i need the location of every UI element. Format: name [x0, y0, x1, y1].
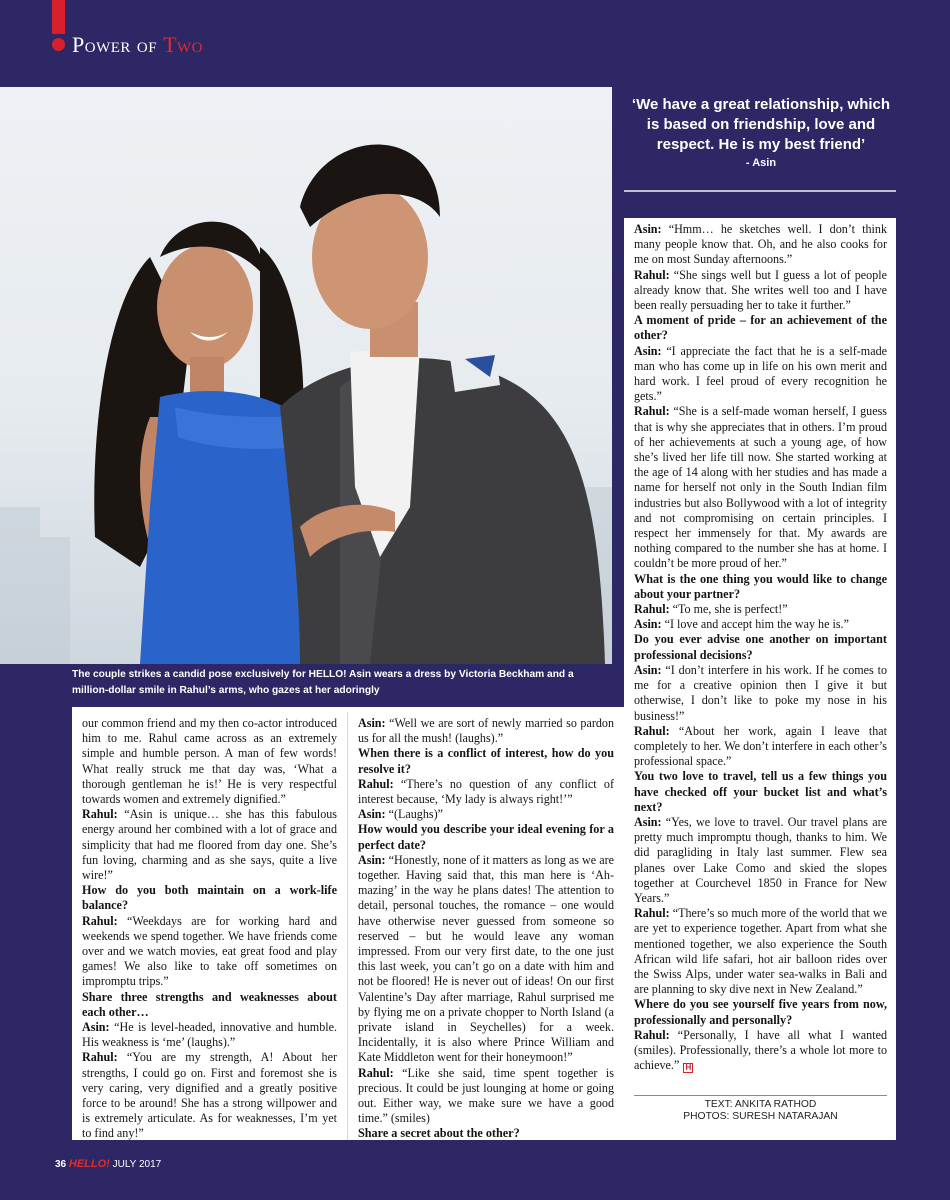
- speaker-name: Rahul:: [634, 723, 670, 738]
- speaker-name: Rahul:: [358, 776, 394, 791]
- issue-date: JULY 2017: [112, 1159, 162, 1170]
- interview-answer: Asin: “I don’t interfere in his work. If he comes to me for a creative opinion then I give it but otherwise, I don’t like to poke my nose in his business!”: [634, 662, 887, 723]
- photo-caption: The couple strikes a candid pose exclusively for HELLO! Asin wears a dress by Victoria Beckham and a million-dollar smile in Rahul’s arms, who gazes at her adoringly: [72, 669, 574, 696]
- interview-answer: Rahul: “Weekdays are for working hard and weekends we spend together. We have friends come over and we watch movies, eat great food and play games! We also like to take off sometimes on impromptu trips.”: [82, 913, 337, 989]
- interview-question: How do you both maintain on a work-life balance?: [82, 883, 337, 913]
- interview-answer: Asin: “(Laughs)”: [358, 807, 443, 822]
- pull-quote: [626, 95, 896, 171]
- speaker-name: Rahul:: [82, 807, 118, 822]
- speaker-name: Rahul:: [634, 906, 670, 921]
- interview-answer: Rahul: “Personally, I have all what I wanted (smiles). Professionally, there’s a whole lot more to achieve.” H: [634, 1027, 887, 1073]
- interview-question: Do you ever advise one another on important professional decisions?: [634, 632, 887, 662]
- interview-question: Where do you see yourself five years from now, professionally and personally?: [634, 997, 887, 1027]
- interview-answer: Rahul: “She sings well but I guess a lot of people already know that. She writes well too and I have been really persuading her to take it further.”: [634, 267, 887, 313]
- interview-question: Share a secret about the other?: [358, 1126, 520, 1140]
- speaker-name: Rahul:: [634, 602, 670, 617]
- interview-answer: Asin: “Yes, we love to travel. Our travel plans are pretty much impromptu though, thanks to him. We did paragliding in Italy last summer. Flew sea planes over Lake Como and skied the slopes together at Courchevel 1850 in France for New Years.”: [634, 814, 887, 905]
- speaker-name: Rahul:: [358, 1065, 394, 1080]
- speaker-name: Asin:: [634, 343, 662, 358]
- interview-answer: Rahul: “To me, she is perfect!”: [634, 602, 788, 617]
- bottom-right-column: [348, 712, 624, 1140]
- speaker-name: Rahul:: [634, 267, 670, 282]
- interview-answer: Rahul: “Asin is unique… she has this fabulous energy around her combined with a lot of grace and simplicity that had me floored from day one. She’s fun loving, charming and as she says, quite a live wire!”: [82, 807, 337, 883]
- speaker-name: Asin:: [358, 716, 386, 730]
- couple-illustration: [0, 87, 612, 664]
- page-number: 36: [55, 1159, 67, 1170]
- interview-answer: Rahul: “She is a self-made woman herself, I guess that is why she appreciates that in others. I’m proud of her achievements at such a young age, of how she’s lived her life till now. She started working at the age of 14 along with her studies and has made a name for herself not only in the South Indian film industries but also Bollywood with a lot of integrity and not compromising on certain principles. I respect her immensely for that. My awards are nothing compared to the number she has at home. I couldn’t be more proud of her.”: [634, 404, 887, 571]
- speaker-name: Asin:: [634, 814, 662, 829]
- header-accent-bar: [52, 0, 65, 34]
- speaker-name: Asin:: [634, 617, 662, 632]
- interview-question: What is the one thing you would like to change about your partner?: [634, 571, 887, 601]
- interview-answer: Asin: “I appreciate the fact that he is a self-made man who has come up in life on his own merit and hard work. I feel proud of every recognition he gets.”: [634, 343, 887, 404]
- interview-answer: Asin: “I love and accept him the way he is.”: [634, 617, 849, 632]
- credit-photos: PHOTOS: SURESH NATARAJAN: [683, 1111, 838, 1122]
- interview-question: How would you describe your ideal evening for a perfect date?: [358, 822, 614, 852]
- right-column-body: [634, 222, 887, 1073]
- interview-question: When there is a conflict of interest, how do you resolve it?: [358, 746, 614, 776]
- speaker-name: Asin:: [358, 807, 386, 822]
- speaker-name: Asin:: [358, 852, 386, 867]
- interview-answer: Asin: “Honestly, none of it matters as long as we are together. Having said that, this man here is ‘Ah-mazing’ in the way he plans dates! The attention to detail, personal touches, the romance – one would have otherwise never guessed from someone so reserved – but he would leave any woman impressed. From our very first date, to the one just this last week, you can’t go on a date with him and not be floored! He is never out of ideas! On our first Valentine’s Day after marriage, Rahul surprised me by flying me on a private chopper to North Island (a private island in Seychelles) for a week. Incidentally, it is also where Prince William and Kate Middleton went for their honeymoon!”: [358, 852, 614, 1065]
- pull-quote-divider: [624, 190, 896, 192]
- couple-photo: [0, 87, 612, 664]
- header-accent-dot: [52, 38, 65, 51]
- section-title: [72, 32, 203, 58]
- interview-answer: Rahul: “You are my strength, A! About her strengths, I could go on. First and foremost she is very caring, very dignified and a greatly positive force to be around! She has a strong willpower and is extremely articulate. As for weaknesses, I’m yet to find any!”: [82, 1050, 337, 1140]
- speaker-name: Asin:: [634, 662, 662, 677]
- credit-text: TEXT: ANKITA RATHOD: [704, 1099, 817, 1110]
- speaker-name: Rahul:: [82, 1050, 118, 1065]
- pull-quote-text: ‘We have a great relationship, which is based on friendship, love and respect. He is my best friend’: [631, 96, 891, 153]
- interview-answer: Rahul: “There’s so much more of the world that we are yet to experience together. Apart from what she mentioned together, we also experience the South African wild life safari, hot air balloon rides over the Swiss Alps, under water sea-walks in Bali and are planning to sky dive next in New Zealand.”: [634, 906, 887, 997]
- speaker-name: Asin:: [82, 1020, 110, 1035]
- interview-answer: Asin: “He is level-headed, innovative and humble. His weakness is ‘me’ (laughs).”: [82, 1020, 337, 1050]
- section-title-suffix: Two: [163, 32, 204, 57]
- bottom-text-panel: [72, 707, 624, 1140]
- interview-question: Share three strengths and weaknesses about each other…: [82, 989, 337, 1019]
- magazine-logo: HELLO!: [68, 1158, 110, 1170]
- right-text-column: [624, 218, 896, 1140]
- interview-answer: our common friend and my then co-actor introduced him to me. Rahul came across as an extremely simple and humble person. A man of few words! What really struck me that day was, ‘What a thorough gentleman he is!’ He is very respectful towards women and extremely dignified.”: [82, 716, 337, 807]
- interview-answer: Rahul: “There’s no question of any conflict of interest because, ‘My lady is always right!’”: [358, 776, 614, 807]
- interview-question: You two love to travel, tell us a few things you have checked off your bucket list and what’s next?: [634, 769, 887, 814]
- speaker-name: Rahul:: [82, 913, 118, 928]
- interview-answer: Asin: “Hmm… he sketches well. I don’t think many people know that. Oh, and he also cooks for me on most Sunday afternoons.”: [634, 222, 887, 267]
- pull-quote-attribution: - Asin: [745, 157, 777, 169]
- bottom-left-column: [72, 712, 348, 1140]
- interview-answer: Rahul: “About her work, again I leave that completely to her. We don’t interfere in each other’s professional space.”: [634, 723, 887, 769]
- credits: [634, 1095, 887, 1123]
- interview-question: A moment of pride – for an achievement of the other?: [634, 313, 887, 343]
- interview-answer: Rahul: “Like she said, time spent together is precious. It could be just lounging at home or going out. Either way, we make sure we have a good time.” (smiles): [358, 1065, 614, 1126]
- interview-answer: Asin: “Well we are sort of newly married so pardon us for all the mush! (laughs).”: [358, 716, 614, 746]
- end-of-article-icon: H: [683, 1063, 693, 1073]
- speaker-name: Rahul:: [634, 404, 670, 419]
- speaker-name: Rahul:: [634, 1027, 670, 1042]
- speaker-name: Asin:: [634, 222, 662, 236]
- page-footer: [55, 1158, 161, 1170]
- section-title-prefix: Power of: [72, 32, 158, 57]
